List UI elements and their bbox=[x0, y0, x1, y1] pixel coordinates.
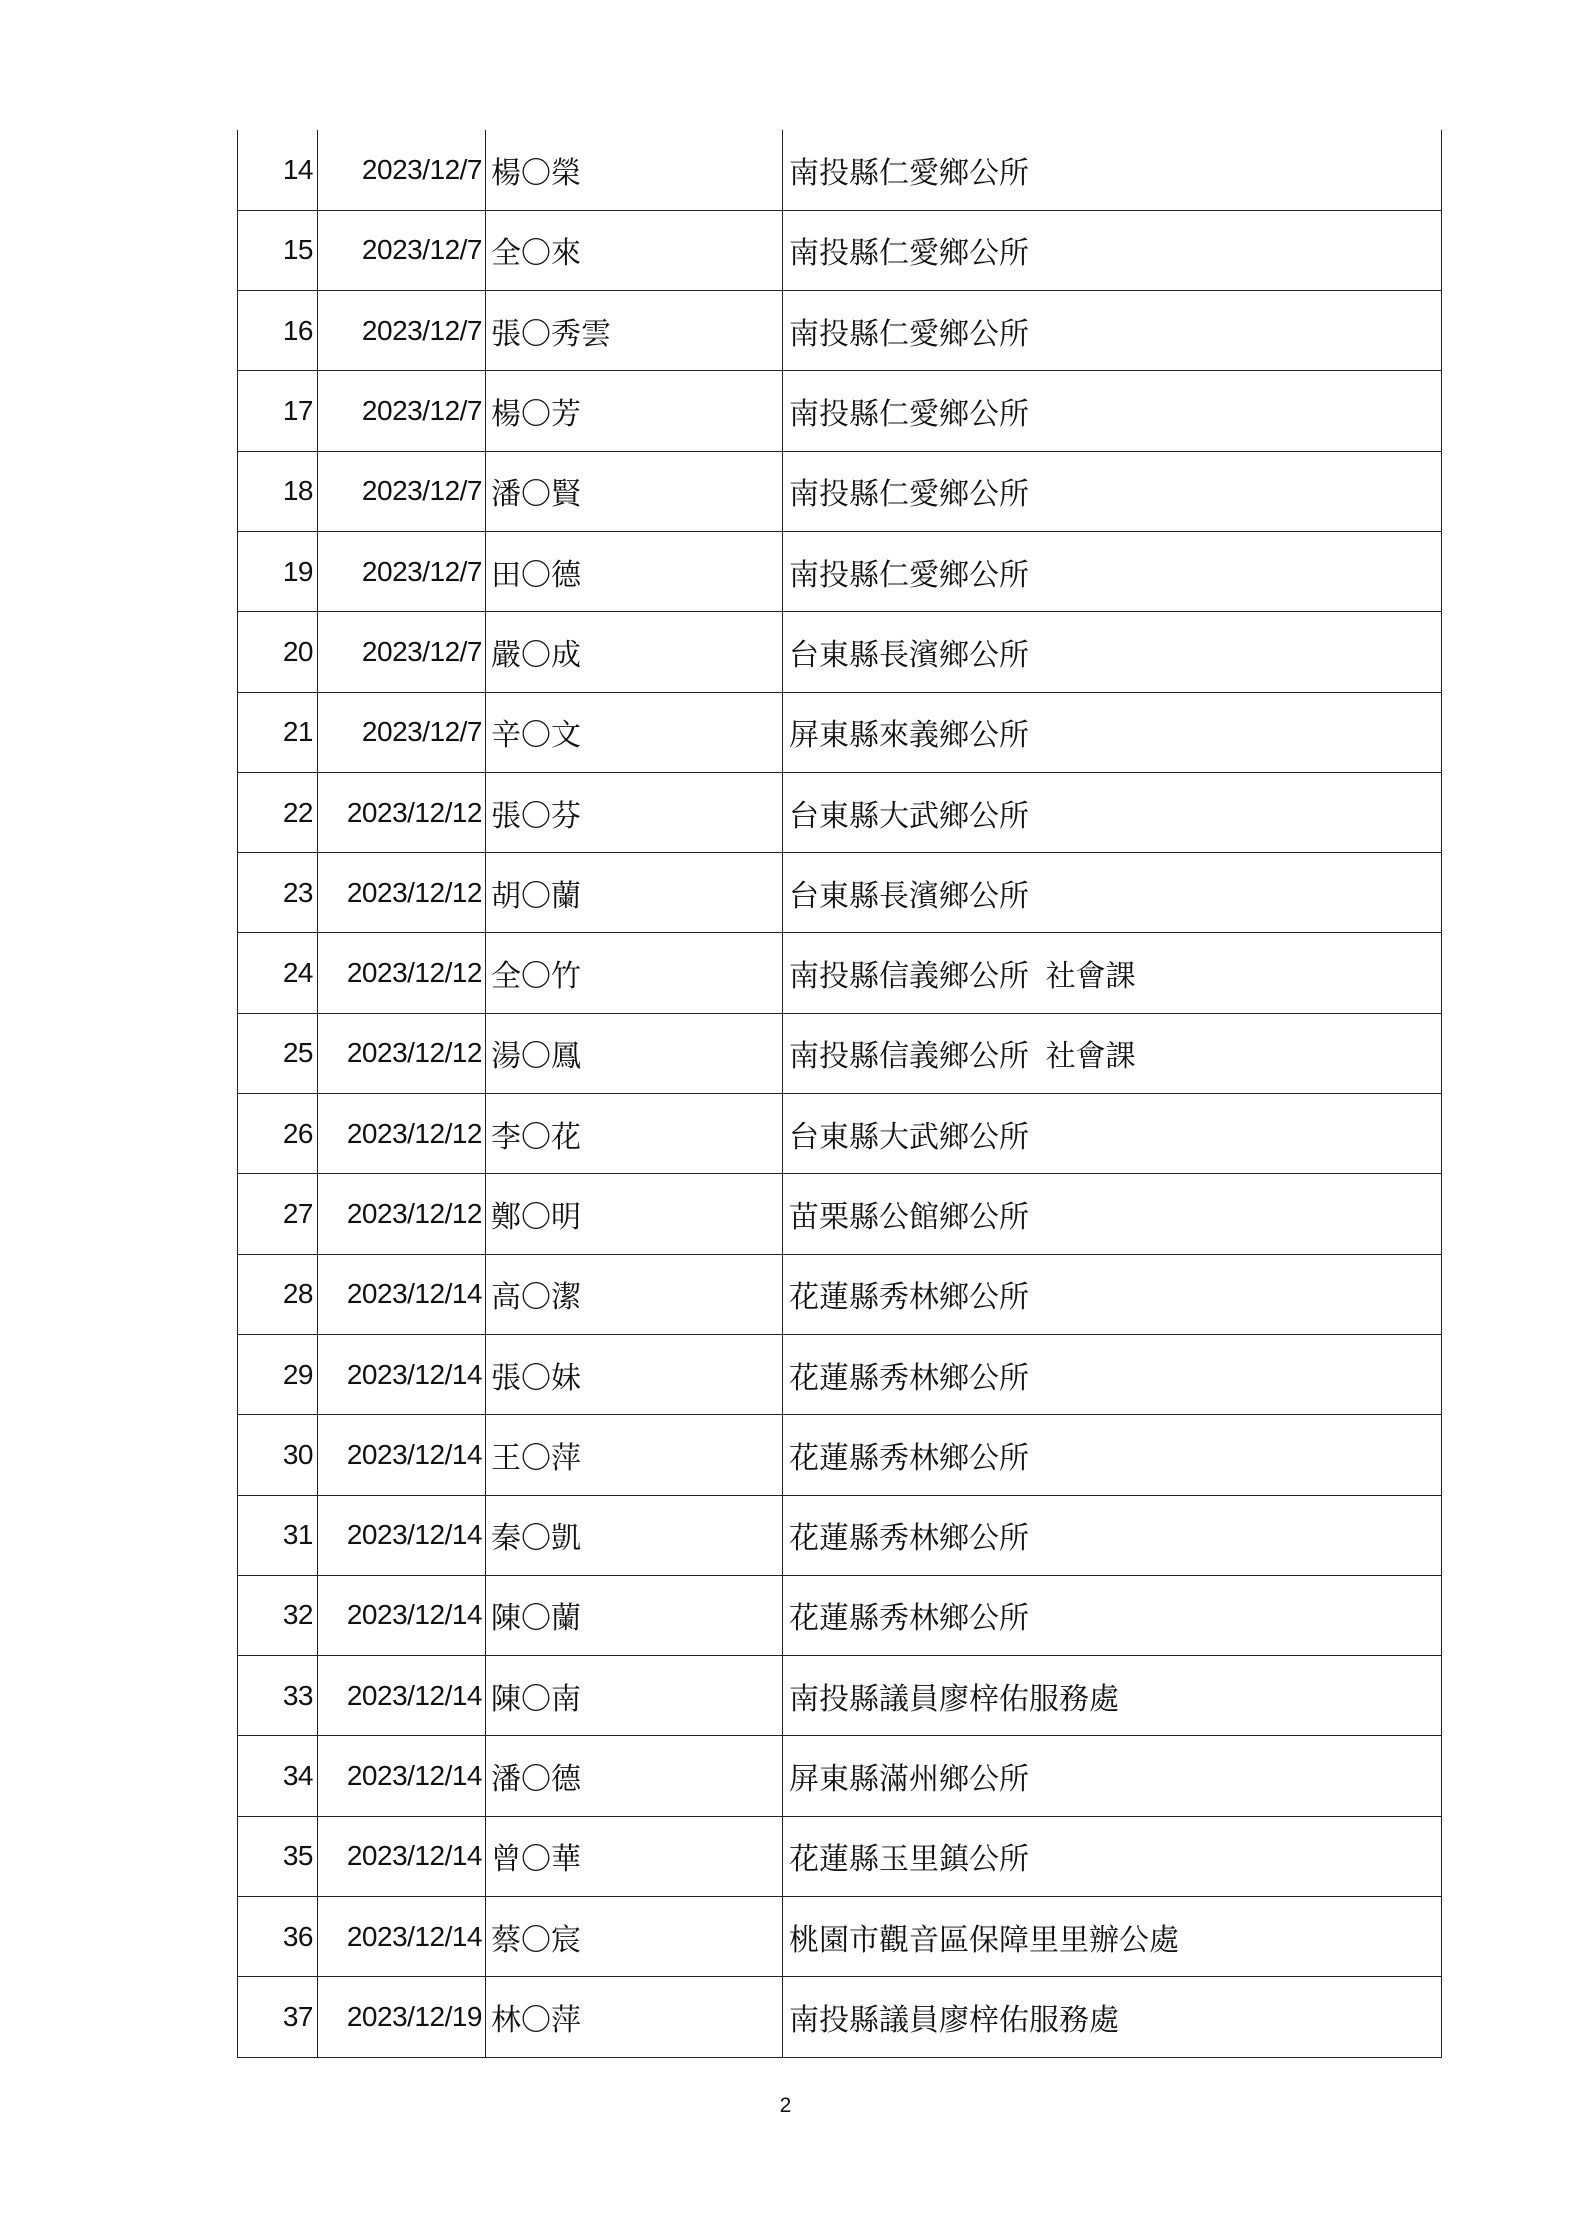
organization-cell: 桃園市觀音區保障里里辦公處 bbox=[783, 1897, 1442, 1977]
date-cell: 2023/12/7 bbox=[318, 531, 486, 611]
organization-cell: 花蓮縣秀林鄉公所 bbox=[783, 1575, 1442, 1655]
organization-cell: 南投縣議員廖梓佑服務處 bbox=[783, 1977, 1442, 2057]
row-number-cell: 35 bbox=[238, 1816, 318, 1896]
organization-cell: 南投縣議員廖梓佑服務處 bbox=[783, 1656, 1442, 1736]
organization-cell: 台東縣長濱鄉公所 bbox=[783, 612, 1442, 692]
table-row bbox=[238, 1094, 1442, 1174]
name-cell: 陳〇蘭 bbox=[486, 1575, 783, 1655]
table-row bbox=[238, 130, 1442, 210]
date-cell: 2023/12/14 bbox=[318, 1897, 486, 1977]
date-cell: 2023/12/14 bbox=[318, 1656, 486, 1736]
row-number-cell: 30 bbox=[238, 1415, 318, 1495]
records-table-body bbox=[238, 130, 1442, 2057]
organization-cell: 南投縣仁愛鄉公所 bbox=[783, 210, 1442, 290]
name-cell: 楊〇榮 bbox=[486, 130, 783, 210]
name-cell: 胡〇蘭 bbox=[486, 853, 783, 933]
organization-cell: 南投縣仁愛鄉公所 bbox=[783, 130, 1442, 210]
table-row bbox=[238, 1254, 1442, 1334]
name-cell: 全〇來 bbox=[486, 210, 783, 290]
row-number-cell: 23 bbox=[238, 853, 318, 933]
row-number-cell: 20 bbox=[238, 612, 318, 692]
page-number: 2 bbox=[779, 2094, 792, 2117]
table-row bbox=[238, 1736, 1442, 1816]
row-number-cell: 25 bbox=[238, 1013, 318, 1093]
table-row bbox=[238, 371, 1442, 451]
organization-cell: 花蓮縣秀林鄉公所 bbox=[783, 1334, 1442, 1414]
organization-cell: 苗栗縣公館鄉公所 bbox=[783, 1174, 1442, 1254]
date-cell: 2023/12/14 bbox=[318, 1495, 486, 1575]
name-cell: 林〇萍 bbox=[486, 1977, 783, 2057]
table-row bbox=[238, 291, 1442, 371]
organization-cell: 南投縣仁愛鄉公所 bbox=[783, 531, 1442, 611]
row-number-cell: 22 bbox=[238, 772, 318, 852]
table-row bbox=[238, 1495, 1442, 1575]
date-cell: 2023/12/12 bbox=[318, 853, 486, 933]
organization-cell: 南投縣仁愛鄉公所 bbox=[783, 451, 1442, 531]
name-cell: 張〇芬 bbox=[486, 772, 783, 852]
name-cell: 曾〇華 bbox=[486, 1816, 783, 1896]
date-cell: 2023/12/14 bbox=[318, 1816, 486, 1896]
table-row bbox=[238, 933, 1442, 1013]
name-cell: 潘〇賢 bbox=[486, 451, 783, 531]
organization-cell: 台東縣長濱鄉公所 bbox=[783, 853, 1442, 933]
name-cell: 王〇萍 bbox=[486, 1415, 783, 1495]
organization-cell: 花蓮縣玉里鎮公所 bbox=[783, 1816, 1442, 1896]
name-cell: 湯〇鳳 bbox=[486, 1013, 783, 1093]
organization-cell: 台東縣大武鄉公所 bbox=[783, 1094, 1442, 1174]
organization-cell: 屏東縣來義鄉公所 bbox=[783, 692, 1442, 772]
row-number-cell: 14 bbox=[238, 130, 318, 210]
row-number-cell: 24 bbox=[238, 933, 318, 1013]
date-cell: 2023/12/14 bbox=[318, 1415, 486, 1495]
organization-cell: 花蓮縣秀林鄉公所 bbox=[783, 1495, 1442, 1575]
name-cell: 張〇妹 bbox=[486, 1334, 783, 1414]
name-cell: 鄭〇明 bbox=[486, 1174, 783, 1254]
date-cell: 2023/12/7 bbox=[318, 612, 486, 692]
name-cell: 全〇竹 bbox=[486, 933, 783, 1013]
table-row bbox=[238, 692, 1442, 772]
name-cell: 李〇花 bbox=[486, 1094, 783, 1174]
table-row bbox=[238, 1897, 1442, 1977]
date-cell: 2023/12/12 bbox=[318, 1174, 486, 1254]
organization-cell: 南投縣仁愛鄉公所 bbox=[783, 371, 1442, 451]
table-row bbox=[238, 612, 1442, 692]
row-number-cell: 32 bbox=[238, 1575, 318, 1655]
date-cell: 2023/12/12 bbox=[318, 1094, 486, 1174]
organization-cell: 南投縣信義鄉公所 社會課 bbox=[783, 933, 1442, 1013]
table-row bbox=[238, 1656, 1442, 1736]
name-cell: 楊〇芳 bbox=[486, 371, 783, 451]
row-number-cell: 16 bbox=[238, 291, 318, 371]
name-cell: 蔡〇宸 bbox=[486, 1897, 783, 1977]
row-number-cell: 26 bbox=[238, 1094, 318, 1174]
row-number-cell: 29 bbox=[238, 1334, 318, 1414]
row-number-cell: 19 bbox=[238, 531, 318, 611]
table-row bbox=[238, 1013, 1442, 1093]
date-cell: 2023/12/7 bbox=[318, 130, 486, 210]
row-number-cell: 34 bbox=[238, 1736, 318, 1816]
name-cell: 辛〇文 bbox=[486, 692, 783, 772]
table-row bbox=[238, 1334, 1442, 1414]
table-row bbox=[238, 531, 1442, 611]
table-row bbox=[238, 1415, 1442, 1495]
date-cell: 2023/12/7 bbox=[318, 291, 486, 371]
date-cell: 2023/12/7 bbox=[318, 371, 486, 451]
date-cell: 2023/12/12 bbox=[318, 772, 486, 852]
organization-cell: 台東縣大武鄉公所 bbox=[783, 772, 1442, 852]
organization-cell: 屏東縣滿州鄉公所 bbox=[783, 1736, 1442, 1816]
table-row bbox=[238, 451, 1442, 531]
date-cell: 2023/12/19 bbox=[318, 1977, 486, 2057]
organization-cell: 花蓮縣秀林鄉公所 bbox=[783, 1415, 1442, 1495]
row-number-cell: 18 bbox=[238, 451, 318, 531]
date-cell: 2023/12/7 bbox=[318, 451, 486, 531]
table-row bbox=[238, 1575, 1442, 1655]
name-cell: 張〇秀雲 bbox=[486, 291, 783, 371]
date-cell: 2023/12/14 bbox=[318, 1254, 486, 1334]
date-cell: 2023/12/7 bbox=[318, 692, 486, 772]
name-cell: 高〇潔 bbox=[486, 1254, 783, 1334]
row-number-cell: 27 bbox=[238, 1174, 318, 1254]
table-row bbox=[238, 772, 1442, 852]
row-number-cell: 31 bbox=[238, 1495, 318, 1575]
row-number-cell: 21 bbox=[238, 692, 318, 772]
table-row bbox=[238, 210, 1442, 290]
row-number-cell: 28 bbox=[238, 1254, 318, 1334]
table-row bbox=[238, 1174, 1442, 1254]
name-cell: 田〇德 bbox=[486, 531, 783, 611]
date-cell: 2023/12/14 bbox=[318, 1736, 486, 1816]
date-cell: 2023/12/14 bbox=[318, 1334, 486, 1414]
name-cell: 嚴〇成 bbox=[486, 612, 783, 692]
name-cell: 潘〇德 bbox=[486, 1736, 783, 1816]
row-number-cell: 36 bbox=[238, 1897, 318, 1977]
organization-cell: 南投縣仁愛鄉公所 bbox=[783, 291, 1442, 371]
date-cell: 2023/12/14 bbox=[318, 1575, 486, 1655]
row-number-cell: 37 bbox=[238, 1977, 318, 2057]
table-row bbox=[238, 1977, 1442, 2057]
table-row bbox=[238, 853, 1442, 933]
date-cell: 2023/12/12 bbox=[318, 933, 486, 1013]
date-cell: 2023/12/12 bbox=[318, 1013, 486, 1093]
date-cell: 2023/12/7 bbox=[318, 210, 486, 290]
row-number-cell: 15 bbox=[238, 210, 318, 290]
name-cell: 秦〇凱 bbox=[486, 1495, 783, 1575]
table-row bbox=[238, 1816, 1442, 1896]
organization-cell: 花蓮縣秀林鄉公所 bbox=[783, 1254, 1442, 1334]
records-table bbox=[237, 130, 1442, 2058]
row-number-cell: 33 bbox=[238, 1656, 318, 1736]
name-cell: 陳〇南 bbox=[486, 1656, 783, 1736]
organization-cell: 南投縣信義鄉公所 社會課 bbox=[783, 1013, 1442, 1093]
row-number-cell: 17 bbox=[238, 371, 318, 451]
